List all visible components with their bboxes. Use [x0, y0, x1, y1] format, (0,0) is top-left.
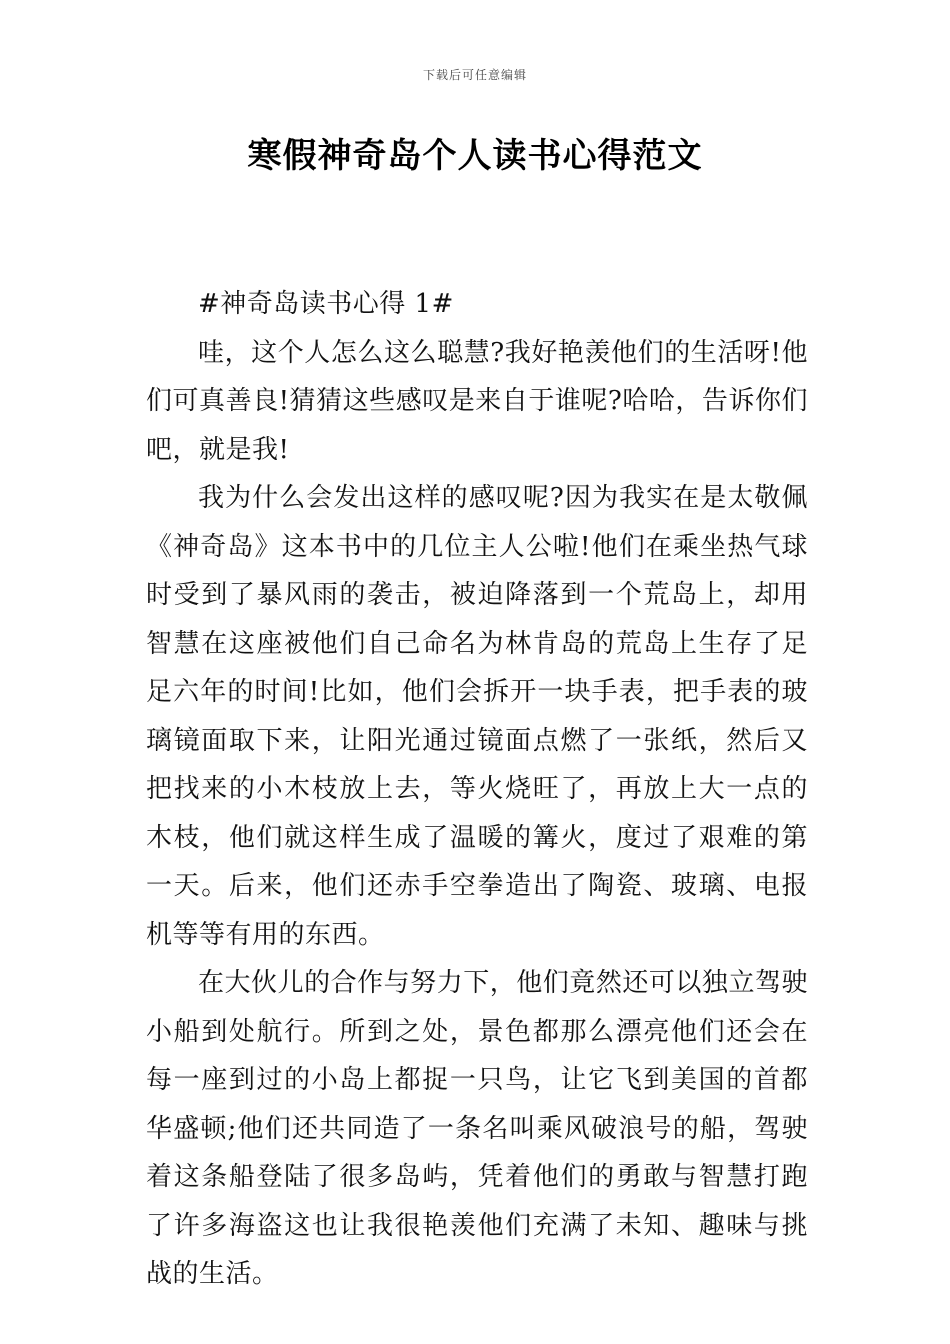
section-heading: #神奇岛读书心得 1#	[198, 289, 454, 319]
paragraph: 我为什么会发出这样的感叹呢?因为我实在是太敬佩《神奇岛》这本书中的几位主人公啦!他们在乘坐热气球时受到了暴风雨的袭击，被迫降落到一个荒岛上，却用智慧在这座被他们自己命名为林肯岛的荒岛上生存了足足六年的时间!比如，他们会拆开一块手表，把手表的玻璃镜面取下来，让阳光通过镜面点燃了一张纸，然后又把找来的小木枝放上去，等火烧旺了，再放上大一点的木枝，他们就这样生成了温暖的篝火，度过了艰难的第一天。后来，他们还赤手空拳造出了陶瓷、玻璃、电报机等等有用的东西。	[146, 483, 808, 950]
paragraph: 哇，这个人怎么这么聪慧?我好艳羡他们的生活呀!他们可真善良!猜猜这些感叹是来自于谁呢?哈哈，告诉你们吧，就是我!	[146, 337, 808, 465]
document-title: 寒假神奇岛个人读书心得范文	[247, 136, 703, 176]
header-note: 下载后可任意编辑	[422, 68, 527, 82]
paragraph: 在大伙儿的合作与努力下，他们竟然还可以独立驾驶小船到处航行。所到之处，景色都那么漂亮他们还会在每一座到过的小岛上都捉一只鸟，让它飞到美国的首都华盛顿;他们还共同造了一条名叫乘风破浪号的船，驾驶着这条船登陆了很多岛屿，凭着他们的勇敢与智慧打跑了许多海盗这也让我很艳羡他们充满了未知、趣味与挑战的生活。	[146, 968, 808, 1289]
document-body	[146, 280, 808, 1299]
